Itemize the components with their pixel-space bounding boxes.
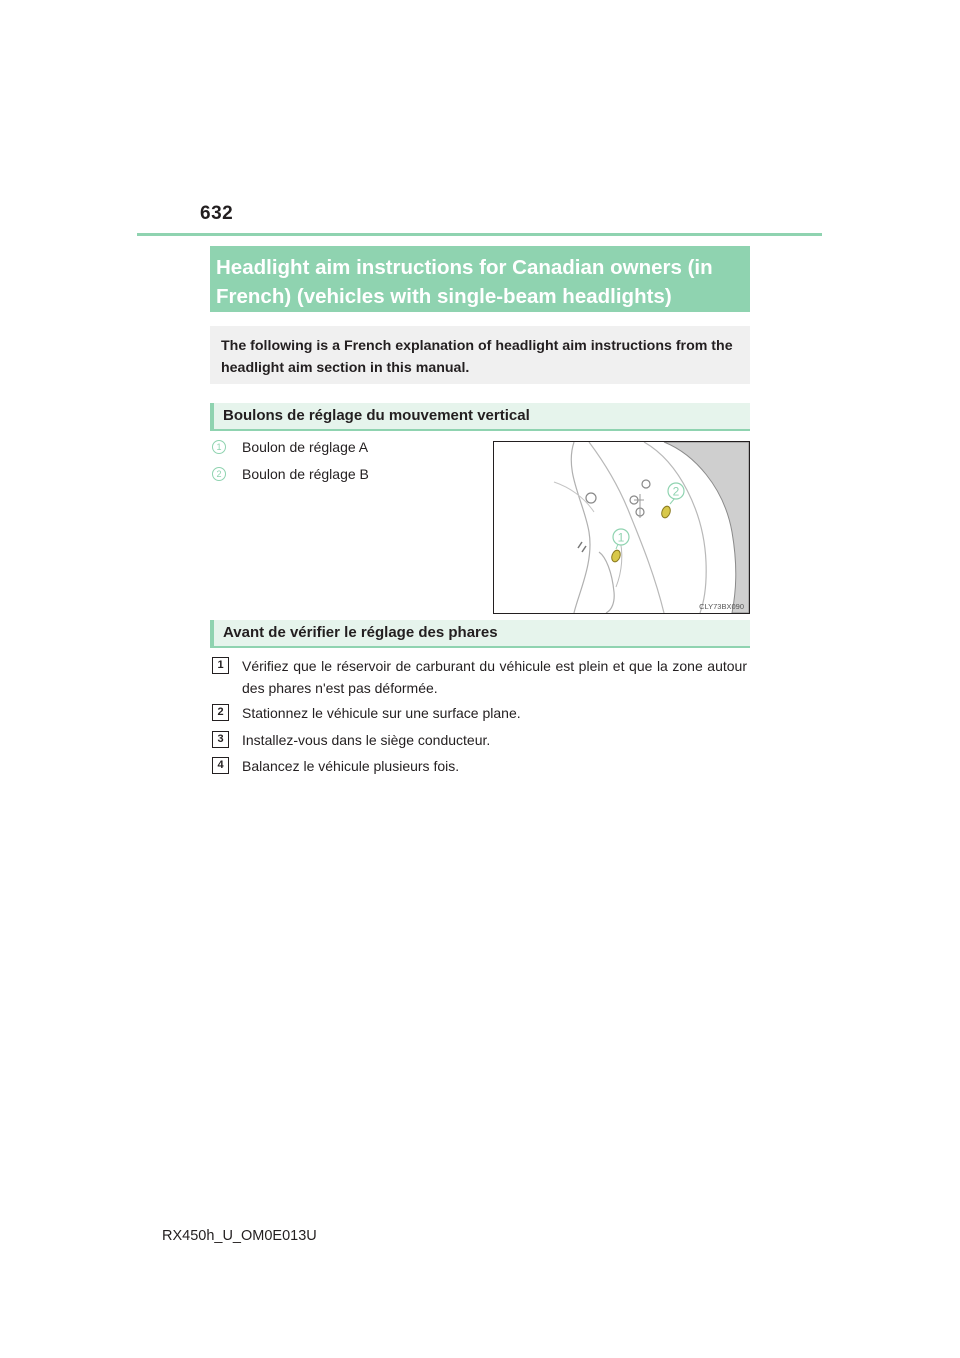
figure-code: CLY73BX090 (699, 602, 744, 611)
intro-note (210, 326, 750, 384)
step-text: Installez-vous dans le siège conducteur. (242, 732, 491, 748)
headlight-drawing (494, 442, 749, 613)
step-number: 1 (212, 657, 229, 674)
step-number: 2 (212, 704, 229, 721)
page-footer: RX450h_U_OM0E013U (162, 1228, 317, 1244)
step-text: Balancez le véhicule plusieurs fois. (242, 758, 460, 774)
step-number: 3 (212, 731, 229, 748)
headlight-illustration (493, 441, 750, 614)
callout-number: 2 (212, 467, 226, 481)
page-title (210, 246, 750, 312)
step-number: 4 (212, 757, 229, 774)
header-rule (137, 233, 822, 236)
callout-number: 1 (212, 440, 226, 454)
page-title-line: French) (vehicles with single-beam headlights) (216, 285, 672, 308)
section-title: Boulons de réglage du mouvement vertical (223, 407, 530, 424)
section-header-adjusting-bolts (210, 403, 750, 431)
figure-callout-label: 2 (672, 484, 680, 499)
intro-line: The following is a French explanation of headlight aim instructions from the (221, 338, 733, 354)
section-header-before-checking (210, 620, 750, 648)
intro-line: headlight aim section in this manual. (221, 360, 470, 376)
section-bar (210, 403, 214, 429)
callout-label: Boulon de réglage A (242, 439, 369, 455)
page-number: 632 (200, 203, 234, 224)
step-text: Vérifiez que le réservoir de carburant du véhicule est plein et que la zone autour des phares n'est pas déformée. (242, 658, 747, 696)
figure-callout-label: 1 (617, 530, 625, 545)
section-title: Avant de vérifier le réglage des phares (223, 624, 498, 641)
callout-label: Boulon de réglage B (242, 466, 369, 482)
page-title-line: Headlight aim instructions for Canadian owners (in (216, 256, 713, 279)
step-text: Stationnez le véhicule sur une surface plane. (242, 705, 521, 721)
section-bar (210, 620, 214, 646)
